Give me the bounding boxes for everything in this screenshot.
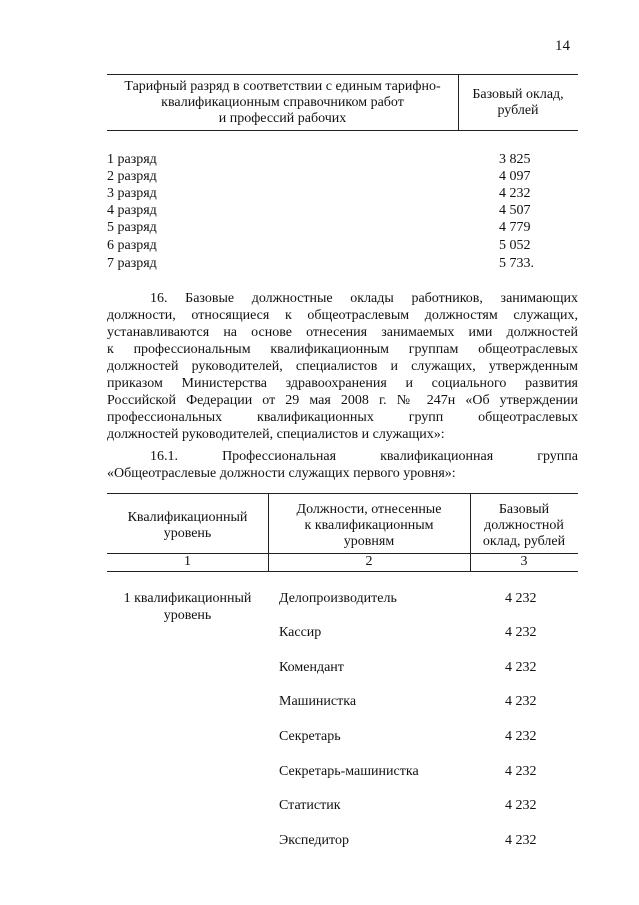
position-salary: 4 232	[505, 729, 537, 744]
grades-header-grade-line: квалификационным справочником работ	[161, 95, 404, 110]
qualification-level-line: 1 квалификационный	[123, 591, 252, 606]
position-salary: 4 232	[505, 764, 537, 779]
positions-header-positions-line: уровням	[343, 534, 395, 549]
grade-name: 2 разряд	[107, 169, 157, 184]
position-name: Кассир	[279, 625, 322, 640]
column-number-3: 3	[520, 554, 528, 569]
positions-header-salary-line: должностной	[484, 518, 564, 533]
grade-salary: 3 825	[499, 152, 531, 167]
column-number-2: 2	[365, 554, 373, 569]
paragraph-line: 16.1. Профессиональная квалификационная группа	[150, 449, 578, 464]
paragraph-line: приказом Министерства здравоохранения и социального развития	[107, 376, 578, 391]
paragraph-line: должностей руководителей, специалистов и служащих, утвержденным	[107, 359, 578, 374]
position-salary: 4 232	[505, 591, 537, 606]
grades-header-grade-line: и профессий рабочих	[218, 111, 347, 126]
position-salary: 4 232	[505, 798, 537, 813]
position-name: Комендант	[279, 660, 344, 675]
grade-row	[107, 151, 157, 169]
paragraph-line: должностей руководителей, специалистов и служащих»:	[107, 427, 445, 442]
grade-row	[107, 255, 157, 273]
positions-header-level-line: уровень	[163, 526, 212, 541]
paragraph-line: устанавливаются на основе отнесения занимаемых ими должностей	[107, 325, 578, 340]
position-name: Делопроизводитель	[279, 591, 397, 606]
grades-table-top-border	[107, 74, 578, 75]
grades-header-grade-line: Тарифный разряд в соответствии с единым тарифно-	[124, 79, 441, 94]
grade-name: 4 разряд	[107, 203, 157, 218]
grade-name: 7 разряд	[107, 256, 157, 271]
position-salary: 4 232	[505, 660, 537, 675]
grade-salary: 5 733.	[499, 256, 534, 271]
position-name: Секретарь	[279, 729, 341, 744]
grade-row	[107, 185, 157, 203]
position-salary: 4 232	[505, 625, 537, 640]
grade-row	[107, 219, 157, 237]
positions-header-positions-line: к квалификационным	[304, 518, 434, 533]
grade-row	[107, 237, 157, 255]
grade-row	[107, 168, 157, 186]
paragraph-line: 16. Базовые должностные оклады работников, занимающих	[150, 291, 578, 306]
positions-table-top-border	[107, 493, 578, 494]
position-salary: 4 232	[505, 694, 537, 709]
grades-table-header-border	[107, 130, 578, 131]
column-number-1: 1	[184, 554, 191, 569]
paragraph-line: должности, относящиеся к общеотраслевым должностям служащих,	[107, 308, 578, 323]
grade-name: 5 разряд	[107, 220, 157, 235]
qualification-level-line: уровень	[163, 608, 212, 623]
positions-header-positions-line: Должности, отнесенные	[296, 502, 442, 517]
paragraph-line: к профессиональным квалификационным группам общеотраслевых	[107, 342, 578, 357]
grade-salary: 4 097	[499, 169, 531, 184]
positions-header-level-line: Квалификационный	[127, 510, 248, 525]
page-number: 14	[555, 38, 570, 54]
position-name: Секретарь-машинистка	[279, 764, 419, 779]
positions-header-salary-line: Базовый	[498, 502, 550, 517]
grade-name: 3 разряд	[107, 186, 157, 201]
positions-table-numbers-border	[107, 571, 578, 572]
grade-name: 1 разряд	[107, 152, 157, 167]
grade-salary: 4 507	[499, 203, 531, 218]
paragraph-line: профессиональных квалификационных групп общеотраслевых	[107, 410, 578, 425]
paragraph-line: Российской Федерации от 29 мая 2008 г. № 247н «Об утверждении	[107, 393, 578, 408]
position-name: Статистик	[279, 798, 341, 813]
position-name: Машинистка	[279, 694, 357, 709]
grade-salary: 4 232	[499, 186, 531, 201]
position-salary: 4 232	[505, 833, 537, 848]
positions-header-salary-line: оклад, рублей	[482, 534, 566, 549]
grades-header-salary-line: Базовый оклад,	[472, 87, 564, 102]
position-name: Экспедитор	[279, 833, 349, 848]
grade-salary: 4 779	[499, 220, 531, 235]
paragraph-line: «Общеотраслевые должности служащих первого уровня»:	[107, 466, 456, 481]
grade-name: 6 разряд	[107, 238, 157, 253]
grades-header-salary-line: рублей	[497, 103, 539, 118]
grade-row	[107, 202, 157, 220]
grade-salary: 5 052	[499, 238, 531, 253]
